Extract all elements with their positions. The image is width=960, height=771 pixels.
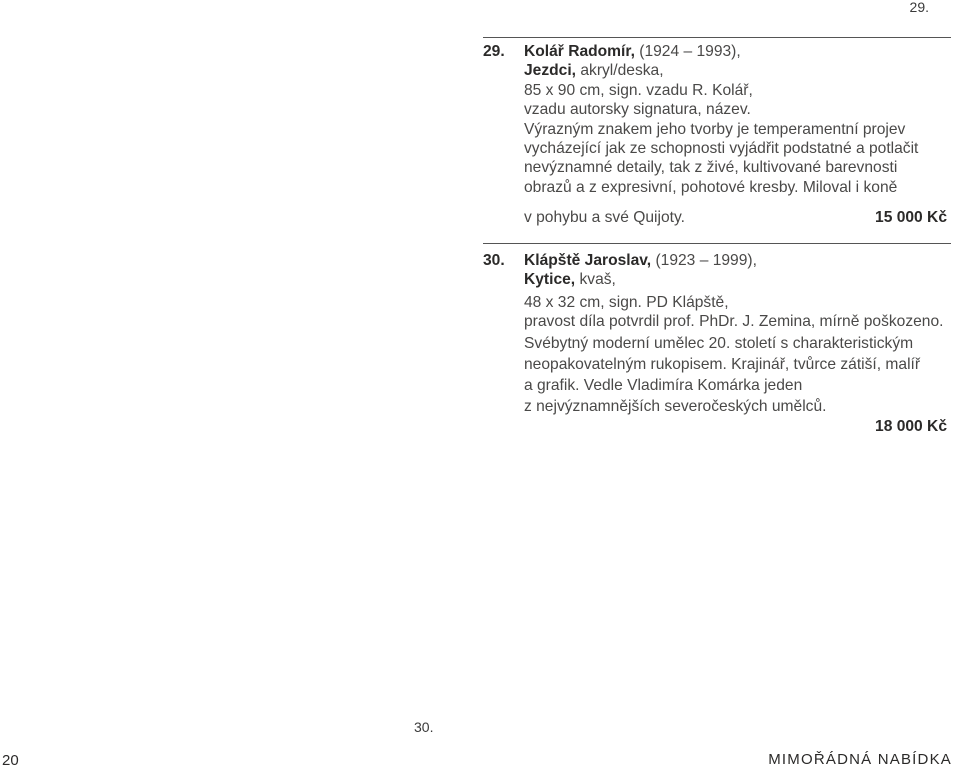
lot-number: 29. <box>483 43 505 60</box>
description-line: a grafik. Vedle Vladimíra Komárka jeden <box>524 377 803 394</box>
artwork-medium: kvaš, <box>575 271 616 289</box>
lot-heading <box>524 42 741 61</box>
lot-30 <box>483 251 953 441</box>
artwork-title: Jezdci, <box>524 62 577 80</box>
description-line: neopakovatelným rukopisem. Krajinář, tvůrce zátiší, malíř <box>524 356 921 373</box>
description-line: Svébytný moderní umělec 20. století s charakteristickým <box>524 335 914 352</box>
description-line: pravost díla potvrdil prof. PhDr. J. Zemina, mírně poškozeno. <box>524 313 944 331</box>
description-line: obrazů a z expresivní, pohotové kresby. Miloval i koně <box>524 178 898 196</box>
divider-middle <box>483 243 951 244</box>
artwork-medium: akryl/deska, <box>576 62 664 80</box>
section-title: MIMOŘÁDNÁ NABÍDKA <box>768 751 952 768</box>
lot-price: 15 000 Kč <box>875 209 947 226</box>
lot-number: 30. <box>483 252 505 269</box>
artwork-title-line <box>524 61 664 80</box>
description-line: nevýznamné detaily, tak z živé, kultivované barevnosti <box>524 159 898 177</box>
image-caption-29: 29. <box>909 0 929 15</box>
artist-dates: (1924 – 1993), <box>634 43 741 60</box>
description-line: Výrazným znakem jeho tvorby je temperamentní projev <box>524 120 906 138</box>
artist-dates: (1923 – 1999), <box>651 252 757 269</box>
description-line: z nejvýznamnějších severočeských umělců. <box>524 398 827 415</box>
artwork-title-line <box>524 270 616 289</box>
description-line: vycházející jak ze schopnosti vyjádřit podstatné a potlačit <box>524 140 919 157</box>
lot-price: 18 000 Kč <box>875 418 947 435</box>
artwork-title: Kytice, <box>524 271 576 289</box>
lot-29 <box>483 42 953 232</box>
artist-name: Kolář Radomír, <box>524 43 635 60</box>
description-line: vzadu autorsky signatura, název. <box>524 101 751 119</box>
description-line: 48 x 32 cm, sign. PD Klápště, <box>524 294 729 311</box>
lot-heading <box>524 251 757 270</box>
image-caption-30: 30. <box>414 719 434 735</box>
description-line: 85 x 90 cm, sign. vzadu R. Kolář, <box>524 81 753 99</box>
description-line: v pohybu a své Quijoty. <box>524 209 685 226</box>
divider-top <box>483 37 951 38</box>
artist-name: Klápště Jaroslav, <box>524 252 652 269</box>
page-number: 20 <box>2 752 19 769</box>
